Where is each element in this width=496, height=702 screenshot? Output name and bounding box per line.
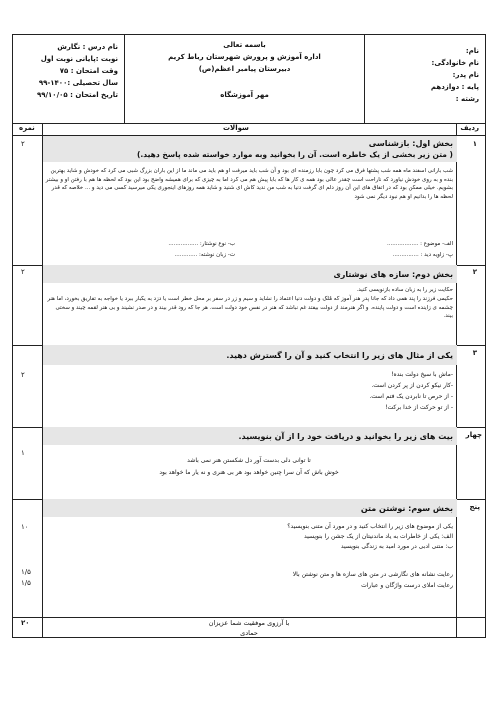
question-1c: پ- زاویه دید : ............... bbox=[392, 252, 453, 258]
exam-date: تاریخ امتحان : ۹۹/۱۰/۰۵ bbox=[36, 91, 118, 99]
questions-header: سوالات bbox=[223, 124, 249, 132]
section-1-score: ۲ bbox=[21, 140, 25, 148]
section-1-number: ۱ bbox=[472, 140, 477, 148]
student-name: نام: bbox=[465, 47, 479, 55]
punctuation-note: رعایت نشانه های نگارشی در متن های سازه ها و متن نوشتن بالا bbox=[292, 571, 453, 578]
section-5-number: پنج bbox=[469, 503, 480, 511]
section-5 bbox=[13, 499, 485, 618]
exam-sheet bbox=[12, 34, 486, 638]
student-family: نام خانوادگی: bbox=[431, 59, 479, 67]
exam-info bbox=[13, 35, 125, 123]
exam-header bbox=[13, 35, 485, 124]
section-2 bbox=[13, 265, 485, 346]
section-5-prompt bbox=[45, 522, 453, 552]
spelling-note: رعایت املای درست واژگان و عبارات bbox=[361, 582, 453, 589]
section-2-number: ۲ bbox=[472, 268, 477, 276]
school-info bbox=[125, 35, 365, 123]
student-info bbox=[365, 35, 485, 123]
student-grade: پایه : دوازدهم bbox=[430, 83, 479, 91]
school-year: سال تحصیلی :۱۴۰۰-۹۹ bbox=[38, 79, 118, 87]
writing-option-a: الف: یکی از خاطرات به یاد ماندنیتان از یک جشن را بنویسید bbox=[304, 533, 453, 540]
table-head bbox=[13, 123, 485, 136]
question-1d: ت- زبان نوشته: ............. bbox=[174, 252, 235, 258]
writing-option-b: ب: متنی ادبی در مورد امید به زندگی بنویسید bbox=[340, 543, 453, 550]
score-header: نمره bbox=[19, 124, 35, 132]
student-field: رشته : bbox=[455, 95, 479, 103]
section-1-subtitle: ( متن زیر بخشی از یک خاطره است. آن را بخوانید وبه موارد خواسته شده پاسخ دهید.) bbox=[136, 150, 453, 159]
section-2-instruction: حکایت زیر را به زبان ساده بازنویسی کنید. bbox=[356, 287, 453, 293]
total-score: ۲۰ bbox=[21, 619, 30, 627]
good-luck-message: با آرزوی موفقیت شما عزیزان bbox=[208, 619, 290, 627]
section-4-score: ۱ bbox=[21, 449, 25, 457]
note-1-score: ۱/۵ bbox=[21, 568, 31, 576]
section-3-list bbox=[45, 369, 453, 413]
section-1 bbox=[13, 136, 485, 266]
proverb-item: -ماش با سیخ دولت بنده! bbox=[391, 371, 453, 378]
question-1a: الف- موضوع : .................. bbox=[386, 241, 453, 247]
exam-duration: وقت امتحان : ۷۵ bbox=[59, 67, 118, 75]
basmala: باسمه تعالی bbox=[223, 41, 266, 49]
section-4-number: چهار bbox=[465, 431, 482, 439]
section-5-notes bbox=[45, 569, 453, 591]
proverb-item: -کار نیکو کردن از پر کردن است. bbox=[371, 382, 453, 389]
section-4 bbox=[13, 427, 485, 500]
verse-1: تا توانی دلی بدست آور دل شکستن هنر نمی باشد bbox=[187, 457, 311, 464]
section-3-number: ۳ bbox=[472, 349, 477, 357]
section-3-title: یکی از مثال های زیر را انتخاب کنید و آن را گسترش دهید. bbox=[226, 351, 453, 360]
section-1-passage: شب بارانی اسفند ماه همه شب پشتها فرق می کرد چون بابا رزمنده ای بود و آن شب باید میرفت او هم باید می ماند ما از این باران بزرگ شبی می کرد که خودش و شاید بهترین بنده و به روی خودش نیاورد که ناراحت است چقدر عالی بود همه ی کار ها که بابا پیش هم می کرد اما به چیزی که برای همیشه واضح بود این بود که لحظه ها هم با رفتن او و بیشتر بشویم. خیلی ممکن بود که در اتفاق های این آن روز دلم ای گرفت دنیا به شب من ندید کاش ای شنید و شاید همه روزهای اینجوری یکی میرسید کسی می دید و ... خلاصه که قدر لحظه ها را بدانیم او هم نبود دیگر نمی شود bbox=[45, 168, 453, 200]
proverb-item: - از تو حرکت از خدا برکت! bbox=[385, 404, 453, 411]
question-1b: ب- نوع نوشتار: ................. bbox=[168, 241, 235, 247]
writing-intro: یکی از موضوع های زیر را انتخاب کنید و در مورد آن متنی بنویسید؟ bbox=[287, 523, 453, 530]
section-2-title: بخش دوم: سازه های نوشتاری bbox=[333, 270, 453, 279]
teacher-name: حمادی bbox=[240, 629, 258, 637]
exam-round: نوبت :پایانی نوبت اول bbox=[40, 55, 118, 63]
course-name: نام درس : نگارش bbox=[57, 43, 118, 51]
section-5-title: بخش سوم: نوشتن متن bbox=[360, 504, 453, 513]
section-3-score: ۲ bbox=[21, 371, 25, 379]
note-2-score: ۱/۵ bbox=[21, 579, 31, 587]
school-stamp-label: مهر آموزشگاه bbox=[220, 91, 269, 99]
school-name: دبیرستان پیامبر اعظم(ص) bbox=[198, 65, 291, 73]
verse-2: خوش باش که آن سرا چنین خواهد بود هر بی هنری و نه یار ما خواهد بود bbox=[159, 469, 339, 476]
section-2-score: ۲ bbox=[21, 268, 25, 276]
section-5-score: ۱۰ bbox=[21, 523, 29, 531]
section-4-title: بیت های زیر را بخوانید و دریافت خود را از آن بنویسید. bbox=[238, 432, 453, 441]
section-1-title: بخش اول: بازشناسی bbox=[368, 139, 453, 148]
proverb-item: - از حرص تا نابردن یک فتم است. bbox=[369, 393, 453, 400]
section-3 bbox=[13, 345, 485, 428]
section-2-anecdote: حکیمی فرزند را پند همی داد که جانا پدر هنر آموز که مُلک و دولت دنیا اعتماد را نشاید و سیم و زر در سفر بر محل خطر است یا دزد به یکبار ببرد یا خواجه به تفاریق بخورد، اما هنر چشمه ی زاینده است و دولت پاینده. و اگر هنرمند از دولت بیفتد غم نباشد که هنر در نفس خود دولت است. هر جا که رود قدر بیند و در صدر نشیند و بی هنر لقمه چیند و سختی بیند. bbox=[47, 296, 453, 319]
department: اداره آموزش و پرورش شهرستان رباط کریم bbox=[168, 53, 321, 61]
radif-header: ردیف bbox=[460, 124, 479, 132]
student-father: نام پدر: bbox=[452, 71, 479, 79]
